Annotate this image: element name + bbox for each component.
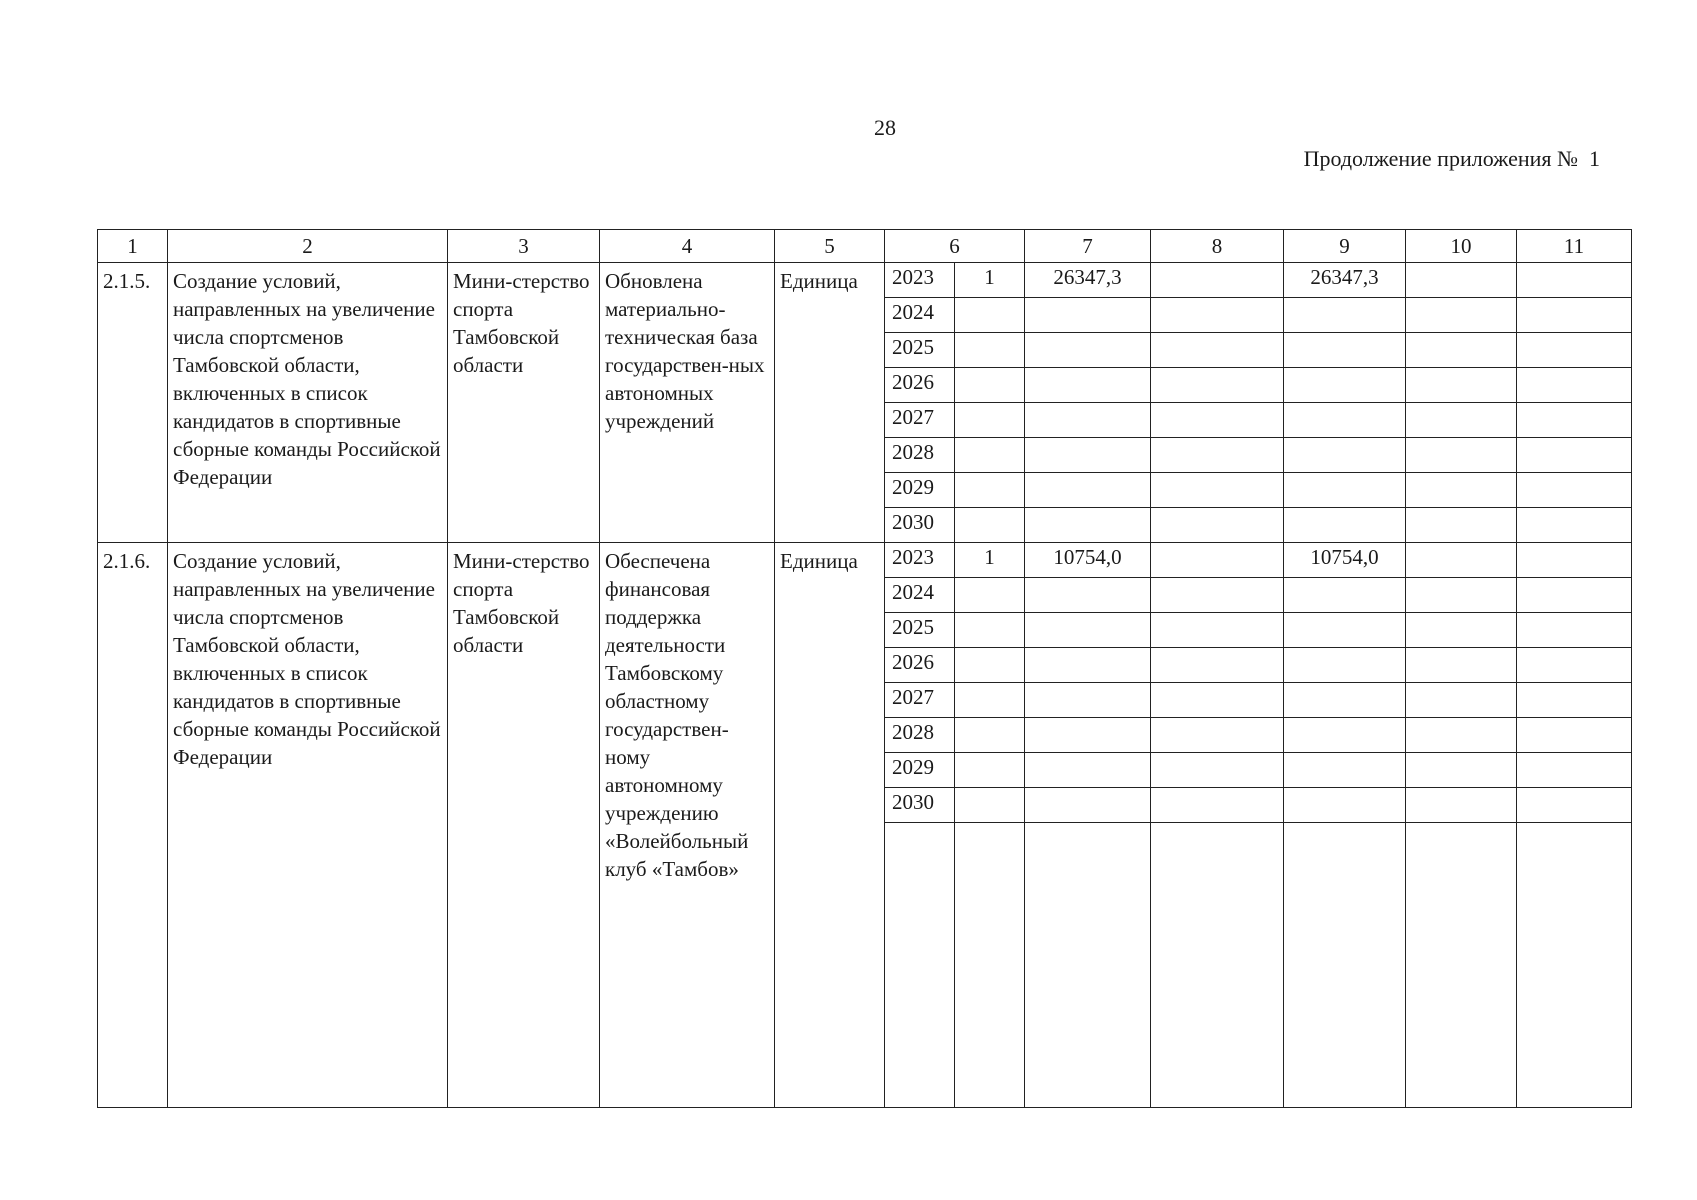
- unit-of-measure: Единица: [775, 263, 885, 543]
- indicator-value: 1: [955, 263, 1025, 298]
- funding-col10: [1406, 648, 1517, 683]
- funding-col8: [1151, 683, 1284, 718]
- funding-col11: [1517, 718, 1632, 753]
- row-number: 2.1.5.: [98, 263, 168, 543]
- funding-col9: [1284, 613, 1406, 648]
- responsible-executor: Мини-стерство спорта Тамбовской области: [448, 543, 600, 1108]
- empty-cell: [1025, 823, 1151, 1108]
- row-number: 2.1.6.: [98, 543, 168, 1108]
- funding-col11: [1517, 578, 1632, 613]
- funding-col9: [1284, 333, 1406, 368]
- funding-col11: [1517, 438, 1632, 473]
- funding-total: [1025, 333, 1151, 368]
- funding-col9: 10754,0: [1284, 543, 1406, 578]
- header-cell: 6: [885, 230, 1025, 263]
- funding-col10: [1406, 263, 1517, 298]
- empty-cell: [1406, 823, 1517, 1108]
- funding-col8: [1151, 753, 1284, 788]
- funding-col11: [1517, 473, 1632, 508]
- funding-col11: [1517, 753, 1632, 788]
- indicator-value: [955, 298, 1025, 333]
- header-cell: 5: [775, 230, 885, 263]
- year-cell: 2029: [885, 753, 955, 788]
- funding-total: 26347,3: [1025, 263, 1151, 298]
- funding-total: [1025, 753, 1151, 788]
- funding-total: [1025, 438, 1151, 473]
- funding-col8: [1151, 788, 1284, 823]
- year-cell: 2030: [885, 788, 955, 823]
- year-cell: 2025: [885, 333, 955, 368]
- indicator-value: [955, 683, 1025, 718]
- expected-result: Обновлена материально-техническая база государствен-ных автономных учреждений: [600, 263, 775, 543]
- unit-of-measure: Единица: [775, 543, 885, 1108]
- program-table: [97, 229, 1632, 1108]
- funding-total: 10754,0: [1025, 543, 1151, 578]
- indicator-value: 1: [955, 543, 1025, 578]
- indicator-value: [955, 473, 1025, 508]
- funding-col9: [1284, 473, 1406, 508]
- header-cell: 10: [1406, 230, 1517, 263]
- funding-col10: [1406, 718, 1517, 753]
- funding-col11: [1517, 788, 1632, 823]
- funding-col10: [1406, 508, 1517, 543]
- year-cell: 2029: [885, 473, 955, 508]
- funding-col10: [1406, 333, 1517, 368]
- funding-col9: [1284, 298, 1406, 333]
- funding-col8: [1151, 543, 1284, 578]
- year-cell: 2028: [885, 438, 955, 473]
- funding-col10: [1406, 438, 1517, 473]
- funding-col11: [1517, 648, 1632, 683]
- funding-col11: [1517, 298, 1632, 333]
- funding-col9: 26347,3: [1284, 263, 1406, 298]
- indicator-value: [955, 333, 1025, 368]
- year-cell: 2026: [885, 368, 955, 403]
- funding-col10: [1406, 403, 1517, 438]
- expected-result: Обеспечена финансовая поддержка деятельности Тамбовскому областному государствен-ному автономному учреждению «Волейбольный клуб «Тамбов»: [600, 543, 775, 1108]
- measure-name: Создание условий, направленных на увеличение числа спортсменов Тамбовской области, включенных в список кандидатов в спортивные сборные команды Российской Федерации: [168, 263, 448, 543]
- funding-total: [1025, 578, 1151, 613]
- header-cell: 9: [1284, 230, 1406, 263]
- funding-col10: [1406, 788, 1517, 823]
- funding-col8: [1151, 438, 1284, 473]
- year-cell: 2027: [885, 403, 955, 438]
- funding-col9: [1284, 718, 1406, 753]
- responsible-executor: Мини-стерство спорта Тамбовской области: [448, 263, 600, 543]
- funding-col11: [1517, 683, 1632, 718]
- empty-cell: [1284, 823, 1406, 1108]
- funding-col8: [1151, 578, 1284, 613]
- empty-cell: [1517, 823, 1632, 1108]
- funding-total: [1025, 368, 1151, 403]
- funding-col10: [1406, 298, 1517, 333]
- funding-total: [1025, 683, 1151, 718]
- funding-col11: [1517, 403, 1632, 438]
- indicator-value: [955, 613, 1025, 648]
- header-cell: 8: [1151, 230, 1284, 263]
- funding-col9: [1284, 788, 1406, 823]
- indicator-value: [955, 508, 1025, 543]
- funding-col11: [1517, 368, 1632, 403]
- funding-col10: [1406, 613, 1517, 648]
- empty-cell: [1151, 823, 1284, 1108]
- header-cell: 3: [448, 230, 600, 263]
- funding-total: [1025, 613, 1151, 648]
- year-cell: 2028: [885, 718, 955, 753]
- funding-total: [1025, 718, 1151, 753]
- funding-total: [1025, 788, 1151, 823]
- indicator-value: [955, 578, 1025, 613]
- funding-col10: [1406, 578, 1517, 613]
- appendix-continuation: Продолжение приложения № 1: [1303, 146, 1600, 171]
- funding-col9: [1284, 648, 1406, 683]
- funding-col8: [1151, 473, 1284, 508]
- indicator-value: [955, 788, 1025, 823]
- year-cell: 2030: [885, 508, 955, 543]
- funding-col10: [1406, 683, 1517, 718]
- funding-col8: [1151, 718, 1284, 753]
- indicator-value: [955, 648, 1025, 683]
- funding-col8: [1151, 263, 1284, 298]
- funding-total: [1025, 648, 1151, 683]
- year-cell: 2027: [885, 683, 955, 718]
- funding-col10: [1406, 543, 1517, 578]
- funding-col8: [1151, 508, 1284, 543]
- indicator-value: [955, 438, 1025, 473]
- empty-cell: [885, 823, 955, 1108]
- year-cell: 2024: [885, 578, 955, 613]
- funding-col9: [1284, 438, 1406, 473]
- funding-total: [1025, 298, 1151, 333]
- header-cell: 2: [168, 230, 448, 263]
- funding-col8: [1151, 613, 1284, 648]
- funding-col9: [1284, 508, 1406, 543]
- year-cell: 2024: [885, 298, 955, 333]
- indicator-value: [955, 368, 1025, 403]
- table-row: [98, 263, 1632, 298]
- indicator-value: [955, 718, 1025, 753]
- funding-col9: [1284, 578, 1406, 613]
- year-cell: 2023: [885, 263, 955, 298]
- year-cell: 2023: [885, 543, 955, 578]
- funding-col8: [1151, 648, 1284, 683]
- funding-col10: [1406, 473, 1517, 508]
- funding-col8: [1151, 333, 1284, 368]
- funding-col9: [1284, 403, 1406, 438]
- funding-total: [1025, 403, 1151, 438]
- funding-col11: [1517, 508, 1632, 543]
- funding-col8: [1151, 298, 1284, 333]
- funding-total: [1025, 473, 1151, 508]
- year-cell: 2025: [885, 613, 955, 648]
- funding-col11: [1517, 613, 1632, 648]
- funding-col9: [1284, 683, 1406, 718]
- year-cell: 2026: [885, 648, 955, 683]
- page-number: 28: [874, 115, 896, 140]
- header-cell: 4: [600, 230, 775, 263]
- indicator-value: [955, 753, 1025, 788]
- table-row: [98, 543, 1632, 578]
- header-cell: 11: [1517, 230, 1632, 263]
- measure-name: Создание условий, направленных на увеличение числа спортсменов Тамбовской области, включенных в список кандидатов в спортивные сборные команды Российской Федерации: [168, 543, 448, 1108]
- funding-col8: [1151, 368, 1284, 403]
- header-cell: 7: [1025, 230, 1151, 263]
- empty-cell: [955, 823, 1025, 1108]
- funding-col11: [1517, 543, 1632, 578]
- header-cell: 1: [98, 230, 168, 263]
- funding-col11: [1517, 263, 1632, 298]
- funding-col10: [1406, 753, 1517, 788]
- funding-col8: [1151, 403, 1284, 438]
- funding-col10: [1406, 368, 1517, 403]
- funding-col9: [1284, 753, 1406, 788]
- funding-col11: [1517, 333, 1632, 368]
- funding-total: [1025, 508, 1151, 543]
- indicator-value: [955, 403, 1025, 438]
- header-row: [98, 230, 1632, 263]
- funding-col9: [1284, 368, 1406, 403]
